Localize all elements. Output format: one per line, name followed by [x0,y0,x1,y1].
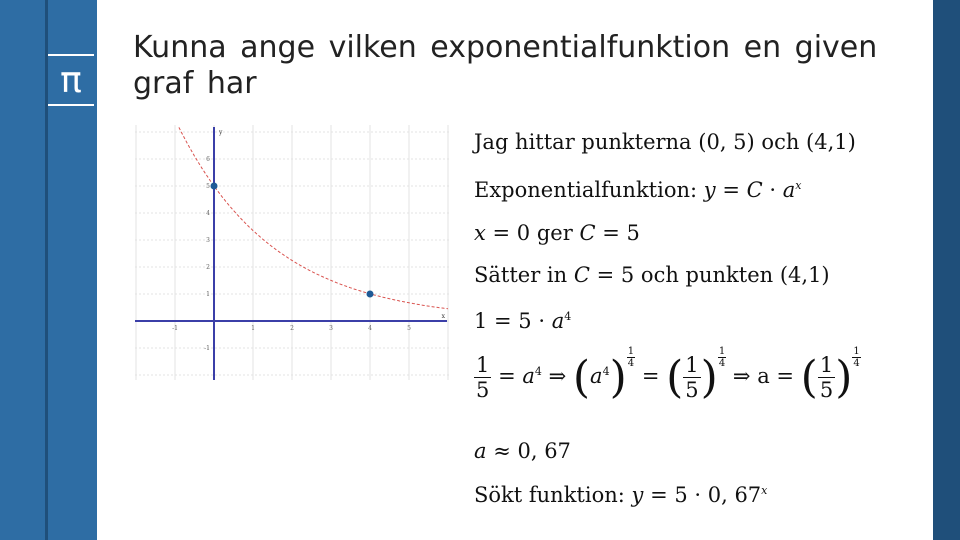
y-tick-label: 6 [206,156,210,163]
y-tick-label: -1 [204,345,210,352]
var-a: a [522,364,535,388]
equals: = [722,178,740,202]
y-tick-label: 1 [206,291,210,298]
x-tick-label: 5 [407,325,411,332]
x-tick-label: 3 [329,325,333,332]
graph-grid [135,125,450,380]
eq-sign: = [641,364,660,388]
solution-line-equation [474,309,571,333]
exponential-graph [135,125,450,380]
solution-line-substitute [474,263,830,287]
graph-axes [135,127,447,380]
var-C: C [579,221,596,245]
line3-eq: = 0 ger [492,221,573,245]
x-axis-label: x [441,313,445,320]
pi-icon: π [48,54,94,106]
exp-4: 4 [534,365,542,378]
right-decoration-band [933,0,960,540]
paren-open: ( [800,352,818,403]
solution-line-solve [474,346,861,403]
point-2: (4,1) [806,130,856,154]
slide-title: Kunna ange vilken exponentialfunktion en given graf har [133,30,878,101]
y-tick-label: 3 [206,237,210,244]
fraction-one-fifth: $\frac{1}{5}$ [685,353,699,402]
var-a: a [551,309,565,333]
a-equals: a = [757,364,794,388]
var-a: a [474,439,487,463]
var-a: a [590,364,603,388]
solution-line-result [474,483,767,507]
x-tick-label: -1 [172,325,178,332]
line1-text: Jag hittar punkterna [474,130,692,154]
exp-x: x [795,179,802,192]
dot: · [769,178,777,202]
exp-x: x [761,484,768,497]
result-rhs: = 5 · 0, 67 [650,483,762,507]
paren-open: ( [572,352,591,403]
paren-open: ( [666,352,684,403]
eq-sign: = [498,364,516,388]
exp-4: 4 [602,365,610,378]
exp-quarter: $\frac{1}{4}$ [718,346,726,369]
result-label: Sökt funktion: [474,483,625,507]
x-tick-label: 1 [251,325,255,332]
point-1: (0, 5) [698,130,755,154]
y-tick-label: 4 [206,210,210,217]
solution-line-points [474,130,856,154]
var-a: a [782,178,796,202]
line4-eq: = 5 och punkten [596,263,774,287]
line4-text: Sätter in [474,263,568,287]
line5-lhs: 1 = 5 · [474,309,546,333]
var-x: x [474,221,486,245]
solution-line-approx [474,439,571,463]
x-tick-label: 2 [290,325,294,332]
y-tick-label: 5 [206,183,210,190]
data-point [367,291,374,298]
var-y: y [631,483,644,507]
implies-sign: ⇒ [548,364,567,388]
y-axis-label: y [219,129,223,136]
var-y: y [703,178,716,202]
exp-quarter: $\frac{1}{4}$ [853,346,860,369]
fraction-one-fifth: $\frac{1}{5}$ [476,353,490,402]
exp-4: 4 [564,310,572,323]
exponential-curve [179,127,448,308]
x-tick-label: 4 [368,325,372,332]
y-tick-label: 2 [206,264,210,271]
function-label: Exponentialfunktion: [474,178,698,202]
fraction-one-fifth: $\frac{1}{5}$ [819,353,834,402]
exp-quarter: $\frac{1}{4}$ [627,346,635,369]
paren-close: ) [835,352,853,403]
paren-close: ) [700,352,718,403]
line3-eq2: = 5 [602,221,640,245]
line1-and: och [761,130,800,154]
var-C: C [573,263,590,287]
paren-close: ) [609,352,627,403]
implies-sign: ⇒ [732,364,751,388]
solution-line-function [474,178,802,202]
data-point [211,183,218,190]
line4-point: (4,1) [779,263,830,287]
var-C: C [746,178,763,202]
approx-value: ≈ 0, 67 [493,439,571,463]
solution-line-C [474,221,640,245]
